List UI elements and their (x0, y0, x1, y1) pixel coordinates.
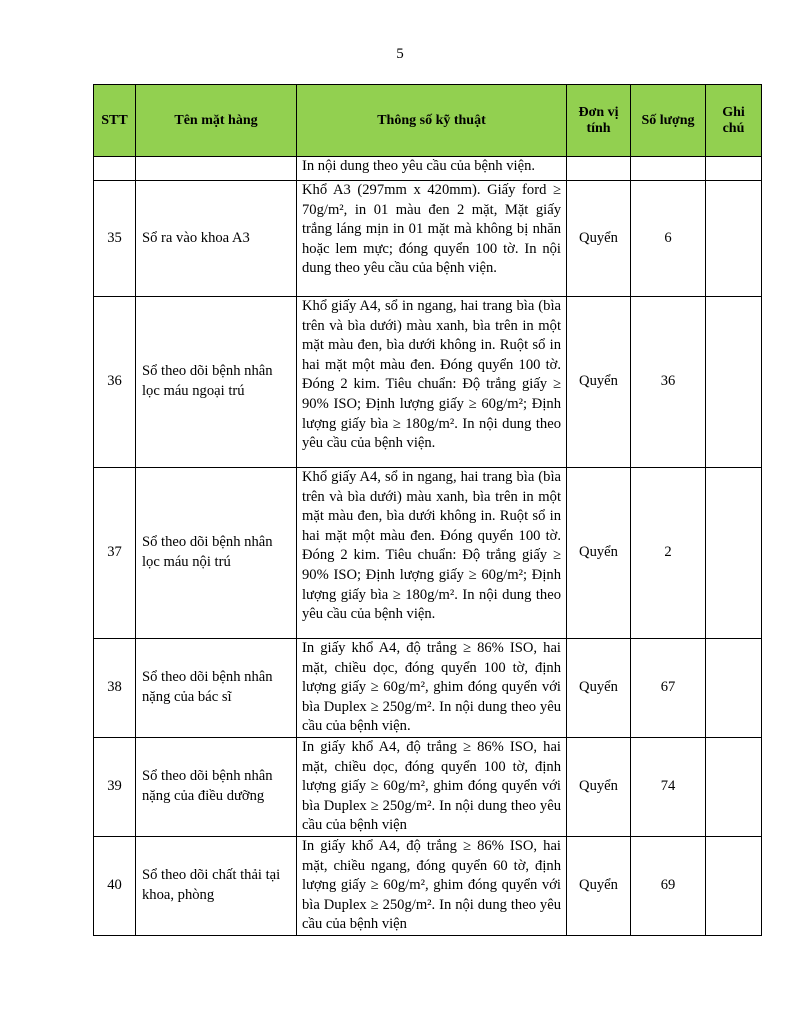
cell-name: Sổ theo dõi bệnh nhân lọc máu nội trú (136, 468, 297, 639)
cell-unit: Quyển (567, 181, 631, 297)
cell-stt: 40 (94, 836, 136, 935)
cell-stt (94, 157, 136, 181)
header-stt: STT (94, 85, 136, 157)
cell-note (706, 639, 762, 738)
page-number: 5 (396, 46, 404, 62)
cell-unit: Quyển (567, 836, 631, 935)
cell-name (136, 157, 297, 181)
cell-stt: 38 (94, 639, 136, 738)
cell-spec: Khổ giấy A4, sổ in ngang, hai trang bìa (bìa trên và bìa dưới) màu xanh, bìa trên in một mặt màu đen, bìa dưới không in. Ruột sổ in hai mặt một màu đen. Đóng quyển 100 tờ. Đóng 2 kim. Tiêu chuẩn: Độ trắng giấy ≥ 90% ISO; Định lượng giấy ≥ 60g/m²; Định lượng giấy bìa ≥ 180g/m². In nội dung theo yêu cầu của bệnh viện. (297, 297, 567, 468)
cell-note (706, 737, 762, 836)
table-header-row (94, 85, 762, 157)
cell-spec: In giấy khổ A4, độ trắng ≥ 86% ISO, hai mặt, chiều dọc, đóng quyển 100 tờ, định lượng giấy ≥ 60g/m², ghim đóng quyển với bìa Duplex ≥ 250g/m². In nội dung theo yêu cầu của bệnh viện (297, 737, 567, 836)
header-unit (567, 85, 631, 157)
cell-stt: 36 (94, 297, 136, 468)
cell-qty: 67 (631, 639, 706, 738)
cell-note (706, 181, 762, 297)
cell-spec: In giấy khổ A4, độ trắng ≥ 86% ISO, hai mặt, chiều dọc, đóng quyển 100 tờ, định lượng giấy ≥ 60g/m², ghim đóng quyển với bìa Duplex ≥ 250g/m². In nội dung theo yêu cầu của bệnh viện. (297, 639, 567, 738)
table-row (94, 737, 762, 836)
table-row (94, 836, 762, 935)
cell-name: Sổ theo dõi chất thải tại khoa, phòng (136, 836, 297, 935)
header-note-line1: Ghi (722, 104, 745, 120)
cell-note (706, 157, 762, 181)
header-unit-line2: tính (586, 120, 611, 136)
product-spec-table (93, 84, 762, 936)
table-row (94, 468, 762, 639)
cell-unit: Quyển (567, 468, 631, 639)
cell-unit (567, 157, 631, 181)
cell-spec: Khổ giấy A4, sổ in ngang, hai trang bìa (bìa trên và bìa dưới) màu xanh, bìa trên in một mặt màu đen, bìa dưới không in. Ruột sổ in hai mặt một màu đen. Đóng quyển 100 tờ. Đóng 2 kim. Tiêu chuẩn: Độ trắng giấy ≥ 90% ISO; Định lượng giấy ≥ 60g/m²; Định lượng giấy bìa ≥ 180g/m². In nội dung theo yêu cầu của bệnh viện. (297, 468, 567, 639)
cell-qty: 69 (631, 836, 706, 935)
header-item-name: Tên mặt hàng (136, 85, 297, 157)
cell-note (706, 297, 762, 468)
table-row (94, 297, 762, 468)
cell-name: Sổ theo dõi bệnh nhân nặng của bác sĩ (136, 639, 297, 738)
cell-qty: 6 (631, 181, 706, 297)
cell-note (706, 468, 762, 639)
cell-spec: Khổ A3 (297mm x 420mm). Giấy ford ≥ 70g/m², in 01 màu đen 2 mặt, Mặt giấy trắng láng mịn in 01 mặt mà không bị nhăn hoặc lem mực; đóng quyển 100 tờ. In nội dung theo yêu cầu của bệnh viện. (297, 181, 567, 297)
cell-name: Sổ ra vào khoa A3 (136, 181, 297, 297)
header-note-line2: chú (722, 120, 745, 136)
header-specification: Thông số kỹ thuật (297, 85, 567, 157)
header-note (706, 85, 762, 157)
table-row-continuation (94, 157, 762, 181)
table-row (94, 639, 762, 738)
cell-stt: 39 (94, 737, 136, 836)
cell-name: Sổ theo dõi bệnh nhân nặng của điều dưỡng (136, 737, 297, 836)
cell-unit: Quyển (567, 297, 631, 468)
cell-qty: 74 (631, 737, 706, 836)
header-unit-line1: Đơn vị (578, 104, 619, 120)
table-row (94, 181, 762, 297)
cell-qty (631, 157, 706, 181)
cell-unit: Quyển (567, 639, 631, 738)
cell-stt: 35 (94, 181, 136, 297)
header-quantity: Số lượng (631, 85, 706, 157)
cell-stt: 37 (94, 468, 136, 639)
cell-unit: Quyển (567, 737, 631, 836)
cell-spec: In nội dung theo yêu cầu của bệnh viện. (297, 157, 567, 181)
cell-name: Sổ theo dõi bệnh nhân lọc máu ngoại trú (136, 297, 297, 468)
cell-qty: 2 (631, 468, 706, 639)
cell-note (706, 836, 762, 935)
cell-qty: 36 (631, 297, 706, 468)
cell-spec: In giấy khổ A4, độ trắng ≥ 86% ISO, hai mặt, chiều ngang, đóng quyển 60 tờ, định lượng giấy ≥ 60g/m², ghim đóng quyển với bìa Duplex ≥ 250g/m². In nội dung theo yêu cầu của bệnh viện (297, 836, 567, 935)
